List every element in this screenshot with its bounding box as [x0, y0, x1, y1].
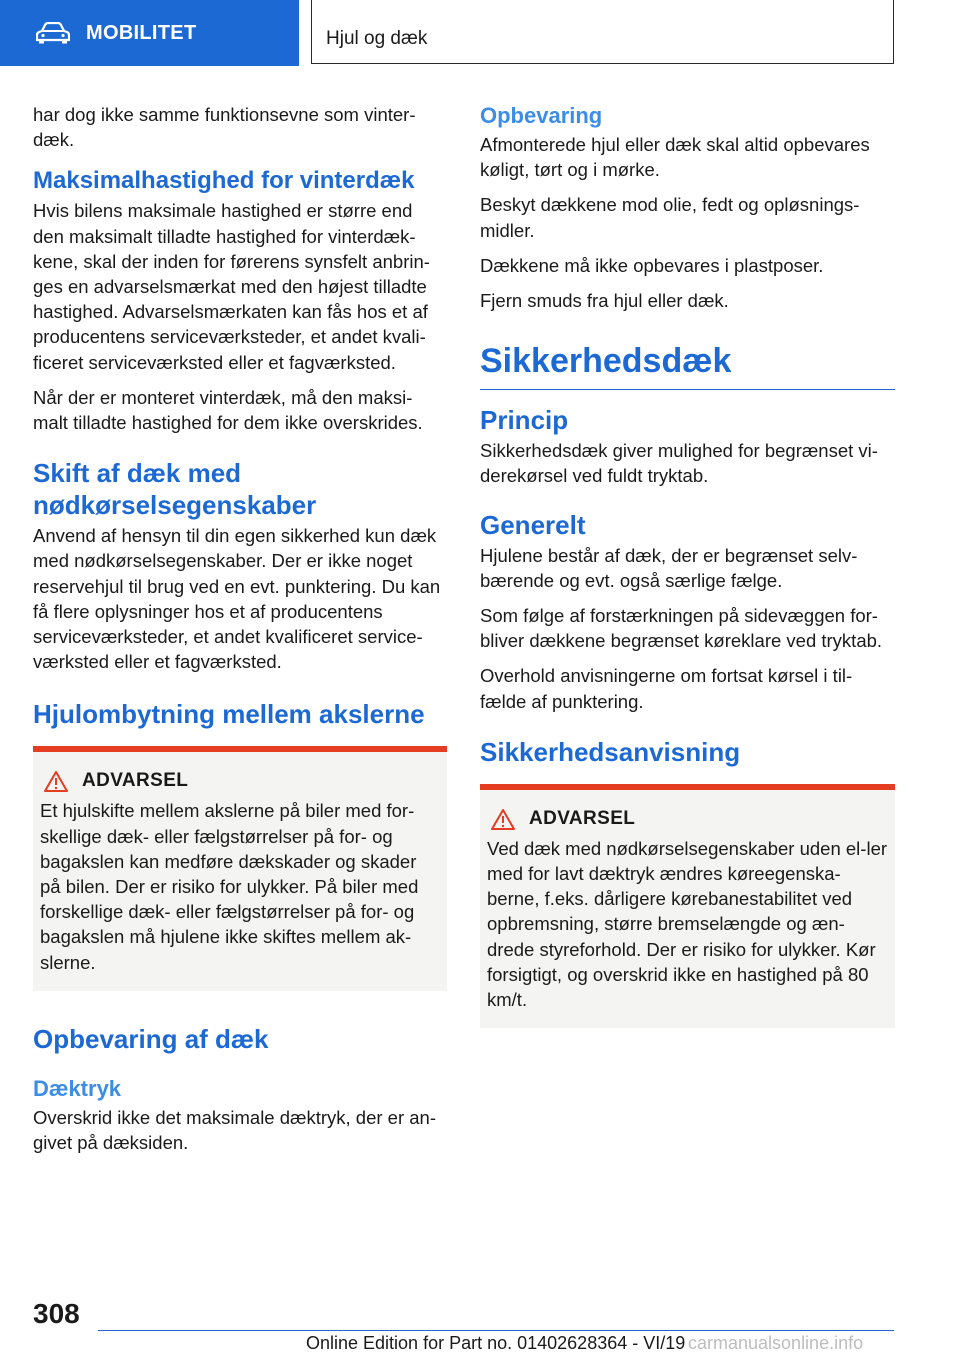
right-column [480, 102, 895, 1060]
warning-title: ADVARSEL [82, 770, 189, 792]
page-number: 308 [33, 1298, 80, 1329]
warning-icon [44, 770, 68, 792]
chapter-tab [0, 0, 299, 66]
footer-divider [98, 1330, 894, 1331]
watermark: carmanualsonline.info [688, 1333, 864, 1353]
heading-max-speed: Maksimalhastighed for vinterdæk [33, 167, 415, 195]
heading-runflat-tyres: Sikkerhedsdæk [480, 339, 895, 390]
heading-runflat-change: Skift af dæk med nødkørselsegenskaber [33, 458, 317, 521]
heading-wheel-rotation: Hjulombytning mellem akslerne [33, 699, 425, 730]
chapter-title: MOBILITET [86, 21, 197, 44]
paragraph: Overhold anvisningerne om fortsat kørsel i til-fælde af punktering. [480, 665, 853, 712]
heading-safety-notice: Sikkerhedsanvisning [480, 736, 741, 767]
heading-tyre-storage: Opbevaring af dæk [33, 1023, 269, 1054]
paragraph: Fjern smuds fra hjul eller dæk. [480, 290, 729, 312]
warning-icon [491, 808, 515, 830]
paragraph: Dækkene må ikke opbevares i plastposer. [480, 254, 824, 276]
paragraph: Overskrid ikke det maksimale dæktryk, der er an-givet på dæksiden. [33, 1106, 437, 1154]
paragraph: Sikkerhedsdæk giver mulighed for begrænset vi-derekørsel ved fuldt tryktab. [480, 440, 878, 487]
paragraph: Anvend af hensyn til din egen sikkerhed kun dæk med nødkørselsegenskaber. Der er ikke noget reservehjul til brug ved en evt. punktering. Du kan få flere oplysninger hos et af producentens serviceværksteder, et andet kvalificeret service-værksted eller et fagværksted. [33, 525, 441, 673]
paragraph: Afmonterede hjul eller dæk skal altid opbevares køligt, tørt og i mørke. [480, 134, 870, 181]
heading-tyre-pressure: Dæktryk [33, 1075, 122, 1101]
paragraph: Når der er monteret vinterdæk, må den maksi-malt tilladte hastighed for dem ikke overskrides. [33, 386, 423, 434]
paragraph: har dog ikke samme funktionsevne som vinter-dæk. [33, 104, 416, 151]
warning-text: Et hjulskifte mellem akslerne på biler med for-skellige dæk- eller fælgstørrelser på for- og bagakslen kan medføre dækskader og skader på bilen. Der er risiko for ulykker. På biler med forskellige dæk- eller fælgstørrelser på for- og bagakslen må hjulene ikke skiftes mellem ak-slerne. [40, 800, 419, 973]
section-header [311, 0, 894, 64]
paragraph: Som følge af forstærkningen på sidevæggen for-bliver dækkene begrænset køreklare ved tryktab. [480, 605, 883, 652]
section-title: Hjul og dæk [326, 28, 428, 49]
left-column [33, 102, 447, 1165]
warning-box [480, 784, 895, 1028]
paragraph: Beskyt dækkene mod olie, fedt og opløsnings-midler. [480, 194, 860, 241]
car-icon [36, 22, 70, 44]
paragraph: Hvis bilens maksimale hastighed er større end den maksimalt tilladte hastighed for vinterdæk-kene, skal der inden for førerens synsfelt anbrin-ges en advarselsmærkat med den højest tilladte hastighed. Advarselsmærkaten kan fås hos et af producentens serviceværksteder, et andet kvali-ficeret serviceværksted eller et fagværksted. [33, 200, 430, 373]
warning-title: ADVARSEL [529, 807, 636, 829]
heading-principle: Princip [480, 405, 569, 436]
heading-general: Generelt [480, 509, 586, 540]
warning-box [33, 746, 447, 990]
warning-text: Ved dæk med nødkørselsegenskaber uden el-ler med for lavt dæktryk ændres køreegenska-berne, f.eks. dårligere kørebanestabilitet ved opbremsning, større bremselængde og æn-drede styreforhold. Der er risiko for ulykker. Kør forsigtigt, og overskrid ikke en hastighed på 80 km/t. [487, 837, 888, 1011]
footer-edition: Online Edition for Part no. 01402628364 - VI/19 [306, 1333, 686, 1353]
heading-storage: Opbevaring [480, 103, 603, 128]
paragraph: Hjulene består af dæk, der er begrænset selv-bærende og evt. også særlige fælge. [480, 544, 858, 591]
